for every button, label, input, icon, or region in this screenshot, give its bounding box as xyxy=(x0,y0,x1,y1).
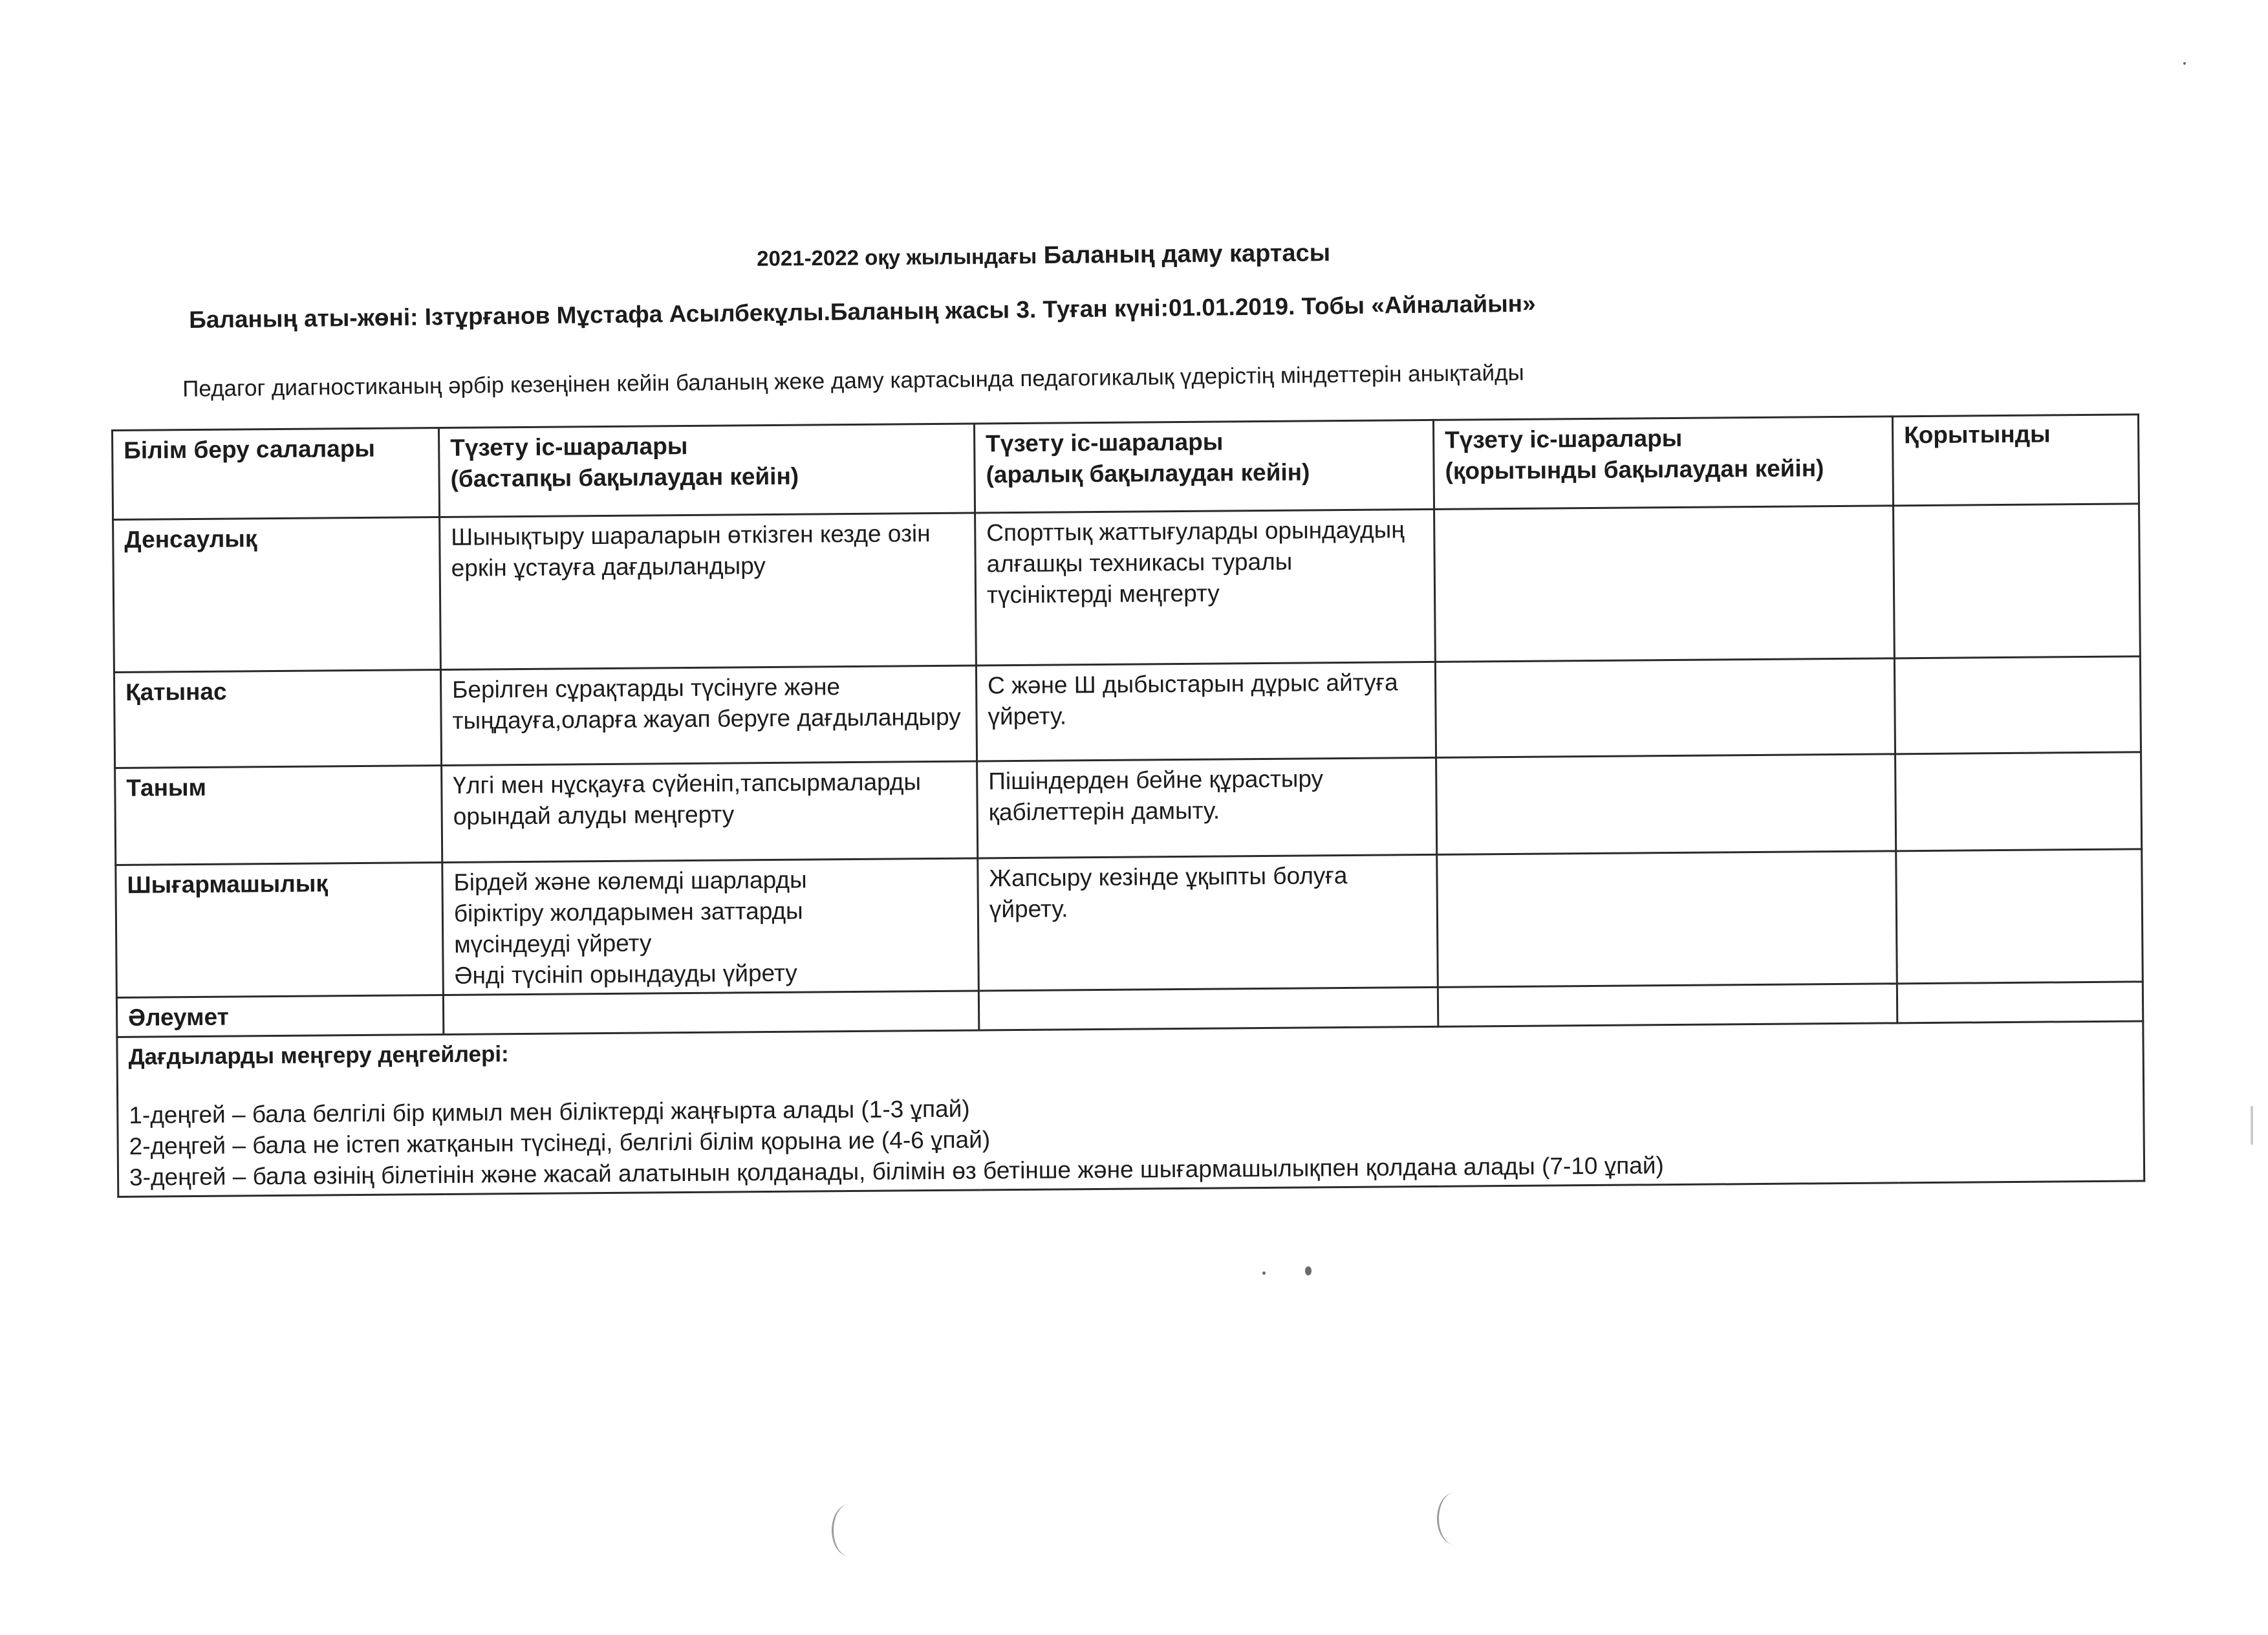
scan-mark xyxy=(1437,1493,1471,1544)
initial-line: Бірдей және көлемді шарларды xyxy=(453,866,807,896)
initial-cell: Шынықтыру шараларын өткізген кезде озін еркін ұстауға дағдыландыру xyxy=(440,513,977,669)
table-header-row xyxy=(113,415,2139,520)
scan-speck xyxy=(1262,1272,1266,1275)
result-cell xyxy=(1895,752,2142,851)
initial-cell: Үлгі мен нұсқауға сүйеніп,тапсырмаларды орындай алуды меңгерту xyxy=(442,761,978,862)
title-main: Баланың даму картасы xyxy=(1043,239,1331,270)
header-interim-line1: Түзету іс-шаралары xyxy=(986,428,1224,457)
initial-cell: Берілген сұрақтарды түсінуге және тыңдауға,оларға жауап беруге дағдыландыру xyxy=(440,666,977,765)
intro-text: Педагог диагностиканың әрбір кезеңінен кейін баланың жеке даму картасында педагогикалық үдерістің міндеттерін анықтайды xyxy=(182,360,1524,402)
interim-cell xyxy=(978,987,1438,1030)
area-cell: Шығармашылық xyxy=(116,863,444,998)
area-cell: Әлеумет xyxy=(116,995,443,1037)
header-area: Білім беру салалары xyxy=(113,428,440,520)
header-final-line1: Түзету іс-шаралары xyxy=(1445,424,1683,453)
final-cell xyxy=(1437,851,1897,988)
final-cell xyxy=(1436,754,1896,855)
result-cell xyxy=(1896,849,2143,984)
table-row xyxy=(116,849,2143,998)
child-info: Баланың аты-жөні: Ізтұрғанов Мұстафа Асылбекұлы.Баланың жасы 3. Туған күні:01.01.2019. Тобы «Айналайын» xyxy=(189,290,1536,333)
table-row xyxy=(113,504,2141,673)
scan-speck xyxy=(2183,62,2186,65)
area-cell: Денсаулық xyxy=(113,517,441,673)
scan-speck xyxy=(2251,1106,2253,1145)
levels-cell xyxy=(117,1021,2144,1197)
development-table xyxy=(111,413,2145,1198)
levels-title: Дағдыларды меңгеру деңгейлері: xyxy=(128,1041,509,1070)
header-interim-line2: (аралық бақылаудан кейін) xyxy=(986,459,1310,488)
area-cell: Қатынас xyxy=(114,670,441,768)
interim-cell: Жапсыру кезінде ұқыпты болуға үйрету. xyxy=(978,854,1438,991)
initial-cell xyxy=(442,858,979,995)
final-cell xyxy=(1435,658,1895,758)
level-item: 1-деңгей – бала белгілі бір қимыл мен біліктерді жаңғырта алады (1-3 ұпай) xyxy=(129,1095,970,1129)
result-cell xyxy=(1894,656,2141,754)
header-interim xyxy=(974,420,1434,513)
area-cell: Таным xyxy=(115,766,442,865)
document-title xyxy=(757,239,1330,272)
initial-line: Әнді түсініп орындауды үйрету xyxy=(454,959,797,989)
levels-row xyxy=(117,1021,2144,1197)
header-initial-line1: Түзету іс-шаралары xyxy=(450,433,688,461)
header-initial-line2: (бастапқы бақылаудан кейін) xyxy=(450,462,799,492)
header-result: Қорытынды xyxy=(1892,415,2139,506)
header-initial xyxy=(438,424,975,517)
header-final xyxy=(1433,417,1893,510)
development-map xyxy=(111,413,2143,1198)
scan-mark xyxy=(832,1504,866,1556)
result-cell xyxy=(1894,504,2141,658)
initial-line: мүсіндеуді үйрету xyxy=(454,929,652,958)
level-item: 2-деңгей – бала не істеп жатқанын түсінеді, белгілі білім қорына ие (4-6 ұпай) xyxy=(129,1126,991,1160)
level-item: 3-деңгей – бала өзінің білетінін және жасай алатынын қолданады, білімін өз бетінше және шығармашылықпен қолдана алады (7-10 ұпай) xyxy=(129,1152,1664,1191)
interim-cell: С және Ш дыбыстарын дұрыс айтуға үйрету. xyxy=(976,662,1436,761)
table-row xyxy=(114,656,2141,768)
interim-cell: Пішіндерден бейне құрастыру қабілеттерін дамыту. xyxy=(977,757,1437,858)
result-cell xyxy=(1897,982,2143,1023)
initial-cell xyxy=(443,991,978,1035)
final-cell xyxy=(1434,506,1895,662)
initial-line: біріктіру жолдарымен заттарды xyxy=(453,897,803,927)
scan-speck xyxy=(1305,1266,1312,1275)
title-year: 2021-2022 оқу жылындағы xyxy=(757,244,1037,270)
final-cell xyxy=(1438,984,1897,1027)
header-final-line2: (қорытынды бақылаудан кейін) xyxy=(1445,455,1824,484)
table-row xyxy=(115,752,2142,865)
interim-cell: Спорттық жаттығуларды орындаудың алғашқы техникасы туралы түсініктерді меңгерту xyxy=(975,509,1436,666)
